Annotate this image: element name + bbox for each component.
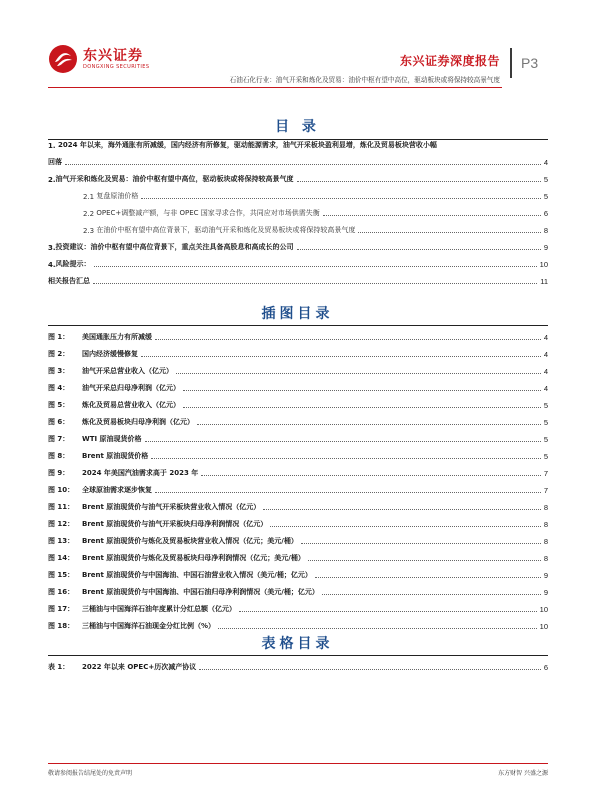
toc-entry-page: 5 <box>543 175 548 184</box>
tables-title: 表格目录 <box>261 636 334 652</box>
figure-entry[interactable] <box>48 410 548 427</box>
dot-leader <box>141 356 541 357</box>
dot-leader <box>93 283 537 284</box>
toc-entry-number: 2.2 <box>83 210 97 218</box>
dot-leader <box>323 215 541 216</box>
figure-entry-page: 10 <box>539 622 548 631</box>
toc-entry-number: 1. <box>48 142 58 150</box>
toc-entry[interactable] <box>48 138 548 150</box>
figure-entry-page: 9 <box>543 588 548 597</box>
figure-entry-label: Brent 原油现货价与炼化及贸易板块营业收入情况（亿元；美元/桶） <box>82 537 298 545</box>
dot-leader <box>358 232 540 233</box>
figure-entry-page: 4 <box>543 350 548 359</box>
figure-entry-page: 7 <box>543 486 548 495</box>
dot-leader <box>199 669 541 670</box>
figure-entry[interactable] <box>48 461 548 478</box>
toc-entry-label: 回落 <box>48 158 62 166</box>
figure-entry-label: 三桶油与中国海洋石油现金分红比例（%） <box>82 622 216 630</box>
figure-entry[interactable] <box>48 597 548 614</box>
logo-name-cn: 东兴证券 <box>83 47 143 64</box>
toc-entry-number: 4. <box>48 261 56 269</box>
toc-entry[interactable] <box>48 218 548 235</box>
figure-entry-number: 图 7： <box>48 435 70 443</box>
toc-entry-page: 4 <box>543 158 548 167</box>
figure-entry[interactable] <box>48 580 548 597</box>
figure-entry-label: 炼化及贸易板块归母净利润（亿元） <box>82 418 194 426</box>
toc-entry-page: 8 <box>543 226 548 235</box>
dot-leader <box>315 577 541 578</box>
dot-leader <box>145 441 541 442</box>
figure-entry-label: Brent 原油现货价与中国海油、中国石油营业收入情况（美元/桶；亿元） <box>82 571 312 579</box>
toc-entry-label: 油气开采和炼化及贸易：油价中枢有望中高位，驱动板块或将保持较高景气度 <box>55 175 294 183</box>
toc-entry-page: 6 <box>543 209 548 218</box>
toc-entry[interactable] <box>48 184 548 201</box>
report-series-title: 东兴证券深度报告 <box>399 54 500 68</box>
figure-entry-label: 国内经济缓慢修复 <box>82 350 138 358</box>
toc-entry-label: 复盘原油价格 <box>96 192 139 200</box>
toc-entry[interactable] <box>48 235 548 252</box>
figure-entry-page: 5 <box>543 435 548 444</box>
figure-entry[interactable] <box>48 614 548 631</box>
figure-entry[interactable] <box>48 325 548 342</box>
toc-entry-number: 2.3 <box>83 227 97 235</box>
figure-entry[interactable] <box>48 495 548 512</box>
dot-leader <box>65 164 541 165</box>
figure-entry-label: 炼化及贸易总营业收入（亿元） <box>82 401 180 409</box>
dot-leader <box>301 543 541 544</box>
toc-entry[interactable] <box>48 150 548 167</box>
dot-leader <box>183 407 541 408</box>
figure-entry-page: 4 <box>543 384 548 393</box>
figure-entry-number: 图 2： <box>48 350 70 358</box>
figure-entry-number: 图 6： <box>48 418 70 426</box>
logo-wordmark <box>83 48 149 71</box>
figure-entry-label: Brent 原油现货价与油气开采板块营业收入情况（亿元） <box>82 503 261 511</box>
figure-entry-number: 图 13： <box>48 537 75 545</box>
page-header <box>0 0 595 90</box>
dot-leader <box>151 458 541 459</box>
figure-entry[interactable] <box>48 376 548 393</box>
toc-entry-page: 11 <box>540 277 548 286</box>
figure-entry-page: 7 <box>543 469 548 478</box>
page-number: P3 <box>521 55 539 71</box>
figure-entry-number: 图 16： <box>48 588 75 596</box>
dot-leader <box>322 594 541 595</box>
dot-leader <box>239 611 537 612</box>
figure-entry-number: 图 4： <box>48 384 70 392</box>
figures-title: 插图目录 <box>261 306 334 322</box>
figure-entry-number: 图 14： <box>48 554 75 562</box>
figure-entry-label: Brent 原油现货价与中国海油、中国石油归母净利润情况（美元/桶；亿元） <box>82 588 319 596</box>
figure-entry-number: 图 8： <box>48 452 70 460</box>
dot-leader <box>297 249 541 250</box>
logo-name-en: DONGXING SECURITIES <box>83 63 150 70</box>
toc-entry-label: OPEC+调整减产额，与非 OPEC 国家寻求合作，共同应对市场供需失衡 <box>96 209 320 217</box>
toc-entry-number: 2. <box>48 176 56 184</box>
figure-entry[interactable] <box>48 342 548 359</box>
dot-leader <box>183 390 541 391</box>
toc-entry-label: 投资建议：油价中枢有望中高位背景下，重点关注具备高股息和高成长的公司 <box>55 243 294 251</box>
report-subtitle: 石油石化行业：油气开采和炼化及贸易：油价中枢有望中高位，驱动板块或将保持较高景气度 <box>229 76 500 84</box>
figure-entry-page: 5 <box>543 452 548 461</box>
figure-entry-page: 5 <box>543 401 548 410</box>
figure-entry-number: 图 18： <box>48 622 75 630</box>
toc-title: 目 录 <box>275 119 320 135</box>
table-entry-number: 表 1： <box>48 663 70 671</box>
toc-entry[interactable] <box>48 252 548 269</box>
figures-list <box>48 325 548 631</box>
figure-entry-label: 全球原油需求逐步恢复 <box>82 486 152 494</box>
figure-entry-number: 图 17： <box>48 605 75 613</box>
figure-entry-label: 三桶油与中国海洋石油年度累计分红总额（亿元） <box>82 605 236 613</box>
company-logo <box>48 44 149 74</box>
header-divider <box>510 48 512 78</box>
figure-entry-page: 4 <box>543 333 548 342</box>
toc-entry[interactable] <box>48 269 548 286</box>
figure-entry[interactable] <box>48 427 548 444</box>
figure-entry[interactable] <box>48 444 548 461</box>
figure-entry-number: 图 9： <box>48 469 70 477</box>
figure-entry-number: 图 12： <box>48 520 75 528</box>
dot-leader <box>297 181 541 182</box>
figure-entry[interactable] <box>48 359 548 376</box>
figure-entry-label: 美国通胀压力有所减缓 <box>82 333 152 341</box>
figure-entry-label: 2024 年美国汽油需求高于 2023 年 <box>82 469 199 477</box>
figure-entry-page: 4 <box>543 367 548 376</box>
company-slogan: 东方财智 兴盛之源 <box>498 770 548 777</box>
toc-entry[interactable] <box>48 167 548 184</box>
toc-entry-page: 5 <box>543 192 548 201</box>
figure-entry-number: 图 3： <box>48 367 70 375</box>
figure-entry-label: Brent 原油现货价与油气开采板块归母净利润情况（亿元） <box>82 520 268 528</box>
footer-rule <box>48 763 548 764</box>
header-rule <box>48 87 502 88</box>
figure-entry-label: 油气开采总归母净利润（亿元） <box>82 384 180 392</box>
dot-leader <box>176 373 541 374</box>
figure-entry-label: 油气开采总营业收入（亿元） <box>82 367 173 375</box>
figure-entry-page: 9 <box>543 571 548 580</box>
figure-entry[interactable] <box>48 512 548 529</box>
dot-leader <box>308 560 541 561</box>
toc-entry-number: 2.1 <box>83 193 97 201</box>
dot-leader <box>218 628 537 629</box>
figure-entry[interactable] <box>48 393 548 410</box>
table-entry[interactable] <box>48 655 548 672</box>
figure-entry-page: 8 <box>543 554 548 563</box>
toc-entry-label: 相关报告汇总 <box>48 277 90 285</box>
dot-leader <box>270 526 541 527</box>
toc-entry-number: 3. <box>48 244 56 252</box>
figure-entry-number: 图 5： <box>48 401 70 409</box>
dot-leader <box>141 198 540 199</box>
figure-entry[interactable] <box>48 563 548 580</box>
tables-list <box>48 655 548 672</box>
dongxing-logo-icon <box>48 44 78 74</box>
toc-entry-page: 9 <box>543 243 548 252</box>
figure-entry-label: Brent 原油现货价与炼化及贸易板块归母净利润情况（亿元；美元/桶） <box>82 554 305 562</box>
toc-entry[interactable] <box>48 201 548 218</box>
figure-entry-number: 图 15： <box>48 571 75 579</box>
figure-entry[interactable] <box>48 529 548 546</box>
figure-entry-page: 8 <box>543 520 548 529</box>
figure-entry-label: Brent 原油现货价格 <box>82 452 149 460</box>
dot-leader <box>94 266 537 267</box>
dot-leader <box>155 339 541 340</box>
toc-entry-label: 风险提示： <box>55 260 91 268</box>
dot-leader <box>197 424 541 425</box>
toc-entry-label: 在油价中枢有望中高位背景下，驱动油气开采和炼化及贸易板块或将保持较高景气度 <box>96 226 356 234</box>
figure-entry-number: 图 11： <box>48 503 75 511</box>
figure-entry-page: 5 <box>543 418 548 427</box>
toc-entry-label: 2024 年以来，海外通胀有所减缓，国内经济有所修复，驱动能源需求，油气开采板块盈利显增，炼化及贸易板块营收小幅 <box>57 141 437 149</box>
figure-entry-number: 图 10： <box>48 486 75 494</box>
table-entry-page: 6 <box>543 663 548 672</box>
figure-entry[interactable] <box>48 546 548 563</box>
toc-entry-page: 10 <box>539 260 548 269</box>
figure-entry-page: 8 <box>543 537 548 546</box>
disclaimer-note: 敬请参阅报告结尾处的免责声明 <box>48 770 133 777</box>
table-entry-label: 2022 年以来 OPEC+历次减产协议 <box>82 663 197 671</box>
figure-entry-label: WTI 原油现货价格 <box>82 435 142 443</box>
dot-leader <box>155 492 541 493</box>
dot-leader <box>263 509 541 510</box>
dot-leader <box>201 475 541 476</box>
figure-entry-number: 图 1： <box>48 333 70 341</box>
figure-entry-page: 8 <box>543 503 548 512</box>
figure-entry-page: 10 <box>539 605 548 614</box>
toc-list <box>48 138 548 286</box>
figure-entry[interactable] <box>48 478 548 495</box>
